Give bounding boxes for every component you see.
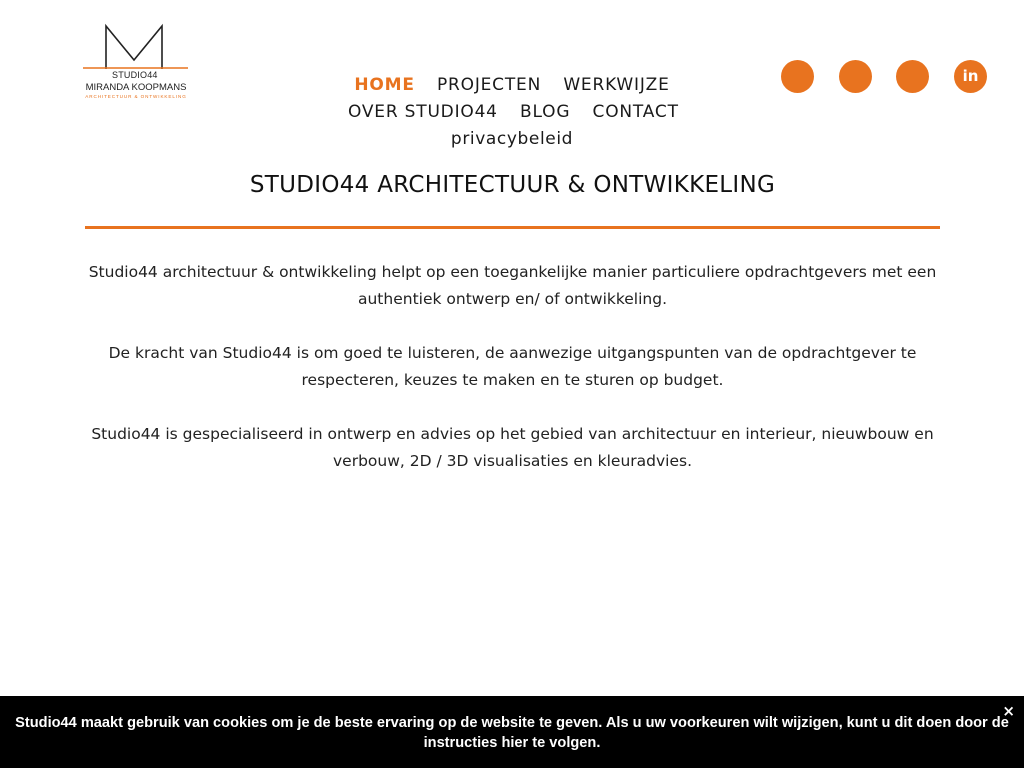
nav-item-projecten[interactable]: PROJECTEN	[436, 75, 542, 95]
social-icon-3[interactable]	[896, 60, 929, 93]
cookie-bar	[0, 696, 1024, 768]
logo-studio-text: STUDIO44	[112, 70, 158, 80]
social-icon-1[interactable]	[781, 60, 814, 93]
cookie-close-icon[interactable]: ×	[1002, 702, 1015, 720]
intro-paragraph-1: Studio44 architectuur & ontwikkeling helpt op een toegankelijke manier particuliere opdrachtgevers met een authentiek ontwerp en/ of ontwikkeling.	[88, 263, 937, 308]
title-divider	[85, 226, 940, 229]
intro-paragraph-2: De kracht van Studio44 is om goed te luisteren, de aanwezige uitgangspunten van de opdrachtgever te respecteren, keuzes te maken en te sturen op budget.	[108, 344, 917, 389]
nav-item-contact[interactable]: CONTACT	[592, 102, 679, 122]
nav-item-werkwijze[interactable]: WERKWIJZE	[563, 75, 670, 95]
cookie-text-after: te volgen.	[528, 735, 601, 751]
logo-name-text: MIRANDA KOOPMANS	[85, 82, 187, 93]
intro-content	[80, 259, 945, 502]
nav-item-over-studio44[interactable]: OVER STUDIO44	[348, 102, 498, 122]
intro-paragraph-3: Studio44 is gespecialiseerd in ontwerp en advies op het gebied van architectuur en interieur, nieuwbouw en verbouw, 2D / 3D visualisaties en kleuradvies.	[91, 425, 934, 470]
nav-row-1	[340, 72, 684, 99]
social-icon-2[interactable]	[839, 60, 872, 93]
cookie-link-hier[interactable]: hier	[501, 735, 529, 751]
nav-item-home[interactable]: HOME	[354, 75, 415, 95]
logo[interactable]	[82, 22, 190, 102]
nav-row-3	[340, 126, 684, 153]
main-nav	[340, 72, 684, 153]
page-title: STUDIO44 ARCHITECTUUR & ONTWIKKELING	[249, 172, 776, 198]
cookie-message	[0, 713, 1024, 753]
nav-row-2	[340, 99, 684, 126]
nav-item-privacybeleid[interactable]: privacybeleid	[450, 129, 574, 149]
nav-item-blog[interactable]: BLOG	[520, 102, 571, 122]
linkedin-icon[interactable]: in	[954, 60, 987, 93]
social-links	[781, 60, 991, 94]
cookie-text-before: Studio44 maakt gebruik van cookies om je de beste ervaring op de website te geven. Als u uw voorkeuren wilt wijzigen, kunt u dit doen door de instructies	[15, 715, 1009, 751]
logo-tagline-text: ARCHITECTUUR & ONTWIKKELING	[85, 94, 187, 99]
